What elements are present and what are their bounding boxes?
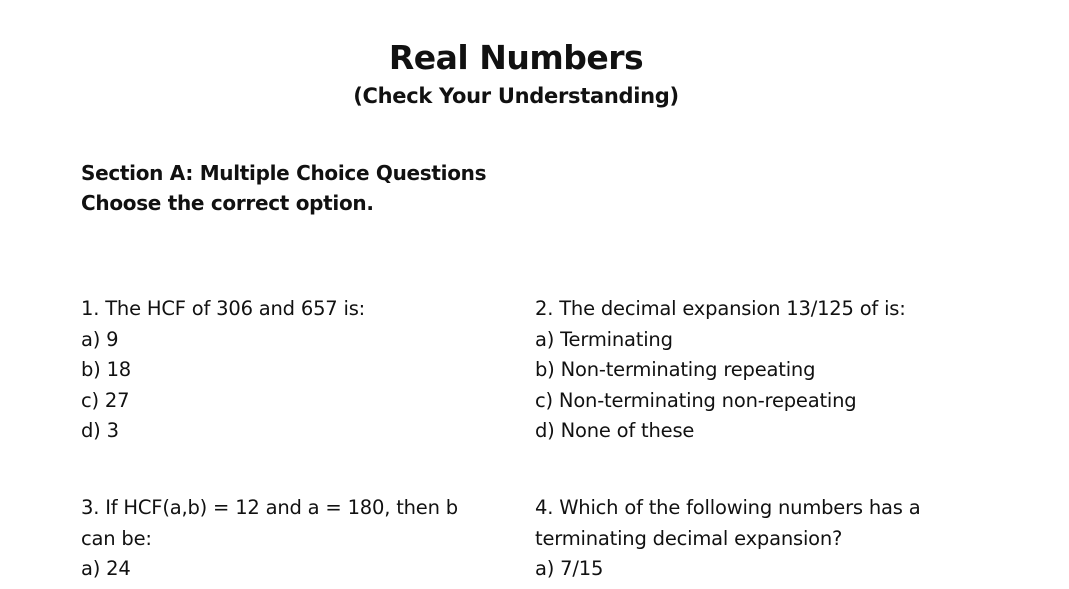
option-a: a) 7/15: [535, 557, 604, 580]
question-3: [81, 493, 458, 585]
question-4: [535, 493, 920, 585]
question-2: [535, 294, 906, 447]
question-text-cont: can be:: [81, 526, 152, 550]
option-b: b) Non-terminating repeating: [535, 358, 816, 381]
section-instruction: Choose the correct option.: [81, 191, 374, 215]
option-a: a) Terminating: [535, 327, 673, 351]
page-subtitle: (Check Your Understanding): [353, 84, 679, 108]
question-text: 2. The decimal expansion 13/125 of is:: [535, 297, 906, 320]
question-text: 4. Which of the following numbers has a: [535, 496, 921, 519]
option-d: d) None of these: [535, 419, 695, 442]
page-title: Real Numbers: [388, 38, 644, 77]
option-c: c) Non-terminating non-repeating: [535, 388, 857, 412]
option-b: b) 18: [81, 358, 131, 381]
section-heading: Section A: Multiple Choice Questions: [81, 161, 487, 185]
option-d: d) 3: [81, 419, 119, 442]
option-a: a) 24: [81, 557, 131, 580]
option-a: a) 9: [81, 327, 119, 351]
question-text: 3. If HCF(a,b) = 12 and a = 180, then b: [81, 496, 458, 519]
option-c: c) 27: [81, 388, 130, 412]
question-1: [81, 294, 365, 447]
section-header: [81, 158, 486, 218]
question-text: 1. The HCF of 306 and 657 is:: [81, 297, 366, 320]
question-text-cont: terminating decimal expansion?: [535, 526, 843, 550]
